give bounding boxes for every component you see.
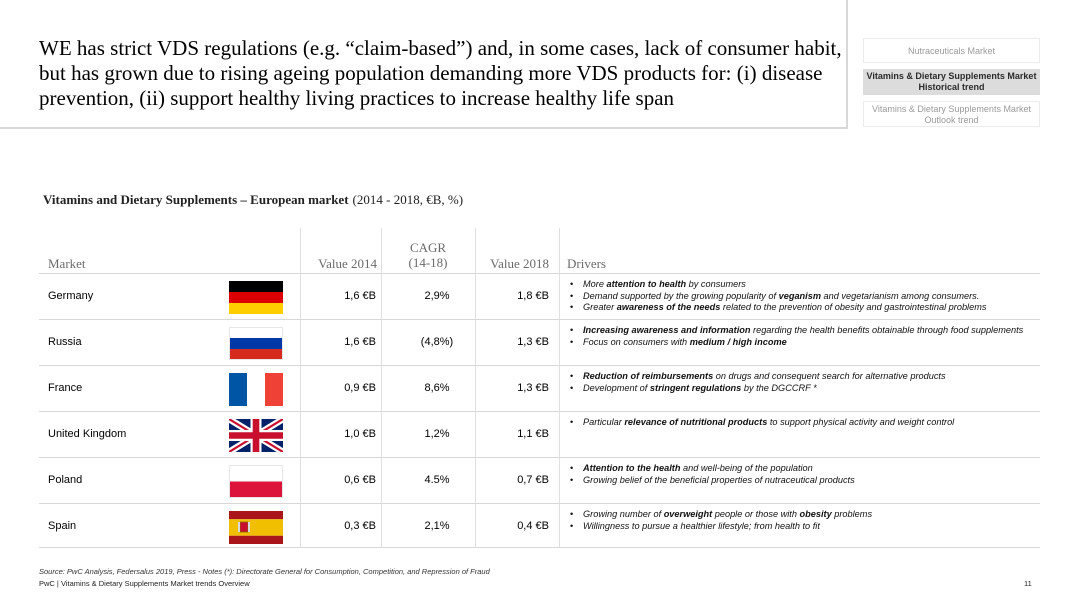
cagr-value: (4,8%): [420, 336, 454, 348]
cagr-value: 4.5%: [424, 474, 450, 486]
drivers-list: [567, 417, 1037, 429]
driver-text: Demand supported by the growing popularity of: [583, 290, 779, 301]
driver-text: and vegetarianism among consumers.: [821, 290, 980, 301]
value-2014: 0,3 €B: [344, 520, 376, 532]
driver-emphasis: awareness of the needs: [616, 302, 721, 312]
driver-text: Focus on consumers with: [583, 336, 690, 347]
driver-text: Growing belief of the beneficial properties of nutraceutical products: [583, 474, 855, 485]
driver-text: related to the prevention of obesity and gastrointestinal problems: [720, 302, 987, 312]
cagr-value: 2,1%: [424, 520, 450, 532]
headline-box: [0, 0, 848, 129]
nav-tab-nutraceuticals-market[interactable]: Nutraceuticals Market: [863, 38, 1040, 63]
source-note: Source: PwC Analysis, Federsalus 2019, Press - Notes (*): Directorate General for Consumption, Competition, and Repression of Fraud: [39, 567, 490, 576]
driver-item: [567, 325, 1037, 337]
footer-text: PwC | Vitamins & Dietary Supplements Market trends Overview: [39, 579, 250, 588]
market-name: Germany: [48, 290, 94, 302]
driver-item: [567, 475, 1037, 487]
value-2014: 1,6 €B: [344, 336, 376, 348]
value-2018: 0,4 €B: [517, 520, 549, 532]
france-flag-icon: [229, 373, 283, 406]
header-value-2018: Value 2018: [490, 256, 549, 271]
value-2014: 0,9 €B: [344, 382, 376, 394]
driver-item: [567, 279, 1037, 291]
driver-text: regarding the health benefits obtainable through food supplements: [750, 325, 1024, 335]
driver-text: Greater: [583, 302, 617, 312]
header-drivers: Drivers: [567, 256, 606, 271]
nav-tab-vds-outlook-trend[interactable]: Vitamins & Dietary Supplements Market Outlook trend: [863, 101, 1040, 127]
driver-emphasis: overweight: [663, 509, 713, 519]
table-row-spain: [39, 504, 1040, 549]
driver-text: people or those with: [712, 509, 800, 519]
value-2018: 0,7 €B: [517, 474, 549, 486]
uk-flag-icon: [229, 419, 283, 452]
driver-text: Development of: [583, 382, 650, 393]
drivers-list: [567, 371, 1037, 394]
driver-emphasis: stringent regulations: [649, 382, 742, 393]
driver-text: Particular: [583, 417, 625, 427]
russia-flag-icon: [229, 327, 283, 360]
poland-flag-icon: [229, 465, 283, 498]
drivers-list: [567, 325, 1037, 348]
driver-emphasis: obesity: [799, 509, 832, 519]
table-title: [43, 192, 463, 208]
driver-emphasis: Reduction of reimbursements: [583, 371, 714, 381]
market-name: France: [48, 382, 83, 394]
header-cagr-line1: CAGR: [409, 240, 447, 255]
value-2014: 0,6 €B: [344, 474, 376, 486]
header-market: Market: [48, 256, 86, 271]
driver-text: Willingness to pursue a healthier lifestyle; from health to fit: [583, 520, 820, 531]
germany-flag-icon: [229, 281, 283, 314]
table-row-russia: [39, 320, 1040, 365]
table-title-subtitle: (2014 - 2018, €B, %): [352, 192, 464, 207]
header-cagr: [387, 240, 469, 270]
driver-text: problems: [831, 509, 873, 519]
value-2018: 1,3 €B: [517, 336, 549, 348]
value-2018: 1,1 €B: [517, 428, 549, 440]
value-2014: 1,0 €B: [344, 428, 376, 440]
driver-item: [567, 337, 1037, 349]
driver-text: to support physical activity and weight control: [767, 417, 955, 427]
driver-emphasis: relevance of nutritional products: [624, 417, 768, 427]
driver-item: [567, 383, 1037, 395]
table-row-germany: [39, 274, 1040, 319]
driver-emphasis: attention to health: [606, 279, 687, 289]
cagr-value: 2,9%: [424, 290, 450, 302]
drivers-list: [567, 463, 1037, 486]
driver-emphasis: medium / high income: [689, 336, 787, 347]
header-cagr-line2: (14-18): [408, 255, 448, 270]
driver-text: and well-being of the population: [680, 463, 813, 473]
market-name: Russia: [48, 336, 82, 348]
driver-item: [567, 417, 1037, 429]
spain-flag-icon: [229, 511, 283, 544]
value-2014: 1,6 €B: [344, 290, 376, 302]
driver-item: [567, 521, 1037, 533]
header-value-2014: Value 2014: [318, 256, 377, 271]
driver-emphasis: Increasing awareness and information: [583, 325, 751, 335]
value-2018: 1,3 €B: [517, 382, 549, 394]
driver-text: by consumers: [686, 279, 746, 289]
market-table: [39, 228, 1040, 548]
driver-text: More: [583, 279, 607, 289]
headline-title: WE has strict VDS regulations (e.g. “claim-based”) and, in some cases, lack of consumer habit, but has grown due to rising ageing population demanding more VDS products for: (i) disease prevention, (ii) support healthy living practices to increase healthy life span: [39, 36, 842, 110]
driver-text: Growing number of: [583, 509, 664, 519]
nav-tab-vds-historical-trend[interactable]: Vitamins & Dietary Supplements Market Historical trend: [863, 69, 1040, 95]
driver-emphasis: veganism: [778, 290, 821, 301]
cagr-value: 8,6%: [424, 382, 450, 394]
driver-item: [567, 509, 1037, 521]
market-name: Spain: [48, 520, 77, 532]
driver-item: [567, 291, 1037, 303]
driver-text: by the DGCCRF *: [741, 382, 817, 393]
driver-emphasis: Attention to the health: [583, 463, 681, 473]
driver-item: [567, 302, 1037, 314]
market-name: United Kingdom: [48, 428, 127, 440]
table-row-poland: [39, 458, 1040, 503]
driver-text: on drugs and consequent search for alternative products: [713, 371, 946, 381]
table-row-united-kingdom: [39, 412, 1040, 457]
driver-item: [567, 463, 1037, 475]
table-row-france: [39, 366, 1040, 411]
market-name: Poland: [48, 474, 83, 486]
page-number: 11: [1024, 579, 1032, 588]
driver-item: [567, 371, 1037, 383]
table-title-main: Vitamins and Dietary Supplements – European market: [43, 192, 349, 207]
cagr-value: 1,2%: [424, 428, 450, 440]
drivers-list: [567, 279, 1037, 314]
value-2018: 1,8 €B: [517, 290, 549, 302]
drivers-list: [567, 509, 1037, 532]
row-divider: [39, 547, 1040, 548]
